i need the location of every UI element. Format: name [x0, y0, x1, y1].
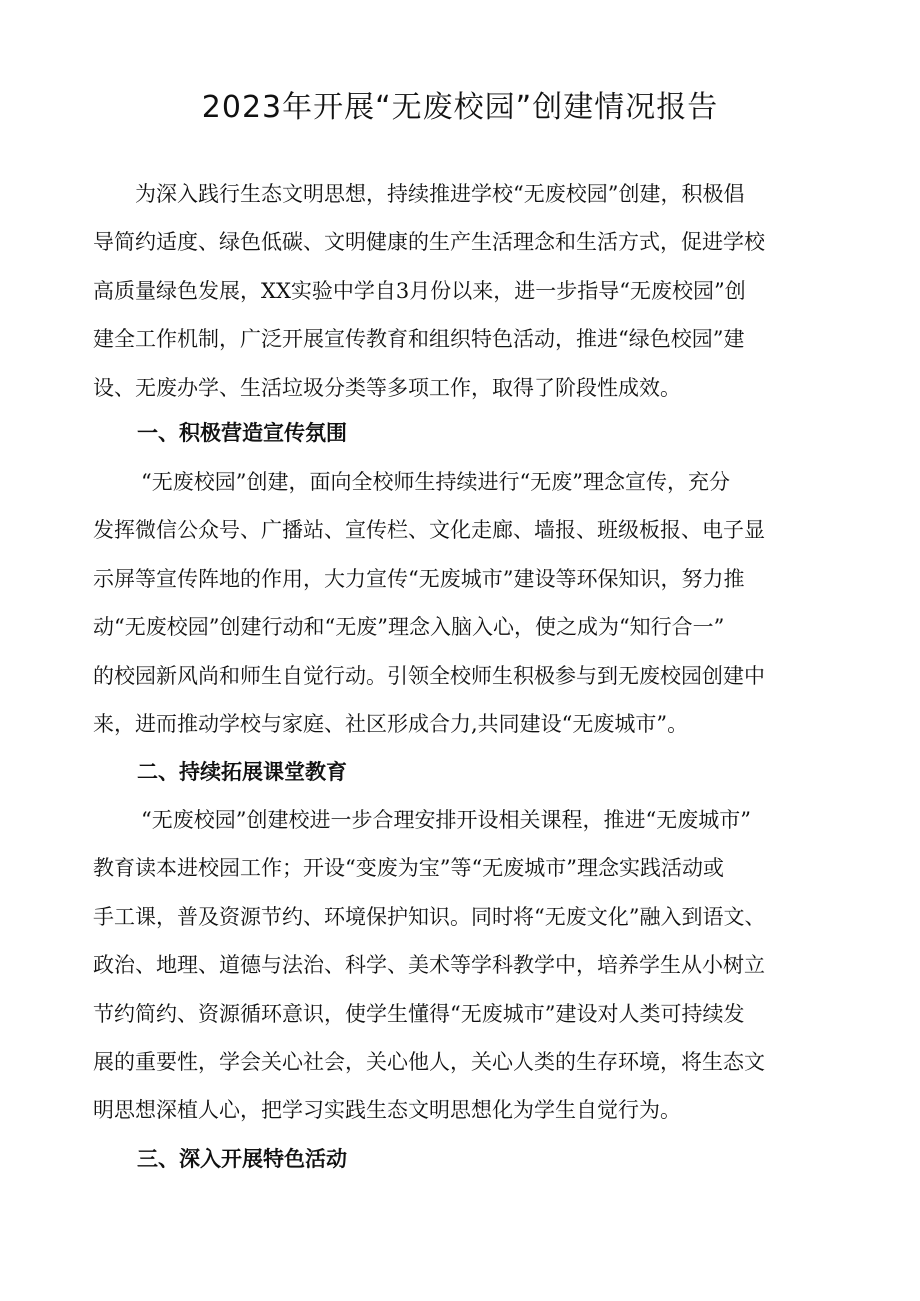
paragraph-line: 发挥微信公众号、广播站、宣传栏、文化走廊、墙报、班级板报、电子显	[93, 518, 765, 543]
paragraph-line: “无废校园”创建校进一步合理安排开设相关课程，推进“无废城市”	[141, 808, 751, 832]
paragraph-line: 为深入践行生态文明思想，持续推进学校“无废校园”创建，积极倡	[135, 182, 745, 206]
document-title: 2023年开展“无废校园”创建情况报告	[201, 90, 719, 125]
intro-paragraph	[93, 170, 843, 412]
section-1-paragraph	[93, 458, 843, 748]
paragraph-line: 建全工作机制，广泛开展宣传教育和组织特色活动，推进“绿色校园”建	[93, 327, 745, 352]
paragraph-line: 的校园新风尚和师生自觉行动。引领全校师生积极参与到无废校园创建中	[93, 663, 765, 688]
paragraph-line: 高质量绿色发展，XX实验中学自3月份以来，进一步指导“无废校园”创	[93, 278, 746, 303]
paragraph-line: 展的重要性，学会关心社会，关心他人，关心人类的生存环境，将生态文	[93, 1049, 765, 1074]
paragraph-line: 手工课，普及资源节约、环境保护知识。同时将“无废文化”融入到语文、	[93, 904, 766, 929]
section-heading-1: 一、积极营造宣传氛围	[137, 421, 347, 445]
section-heading-3: 三、深入开展特色活动	[137, 1147, 347, 1171]
section-2-paragraph	[93, 796, 843, 1135]
paragraph-line: 政治、地理、道德与法治、科学、美术等学科教学中，培养学生从小树立	[93, 953, 765, 978]
section-heading-2: 二、持续拓展课堂教育	[137, 760, 347, 784]
paragraph-line: 来，进而推动学校与家庭、社区形成合力,共同建设“无废城市”。	[93, 711, 689, 736]
paragraph-line: 教育读本进校园工作；开设“变废为宝”等“无废城市”理念实践活动或	[93, 856, 724, 881]
paragraph-line: 导简约适度、绿色低碳、文明健康的生产生活理念和生活方式，促进学校	[93, 230, 765, 255]
paragraph-line: 动“无废校园”创建行动和“无废”理念入脑入心，使之成为“知行合一”	[93, 615, 725, 640]
paragraph-line: “无废校园”创建，面向全校师生持续进行“无废”理念宣传，充分	[141, 470, 730, 494]
paragraph-line: 明思想深植人心，把学习实践生态文明思想化为学生自觉行为。	[93, 1098, 681, 1123]
paragraph-line: 节约简约、资源循环意识，使学生懂得“无废城市”建设对人类可持续发	[93, 1001, 745, 1026]
paragraph-line: 设、无废办学、生活垃圾分类等多项工作，取得了阶段性成效。	[93, 375, 681, 400]
paragraph-line: 示屏等宣传阵地的作用，大力宣传“无废城市”建设等环保知识，努力推	[93, 566, 745, 591]
